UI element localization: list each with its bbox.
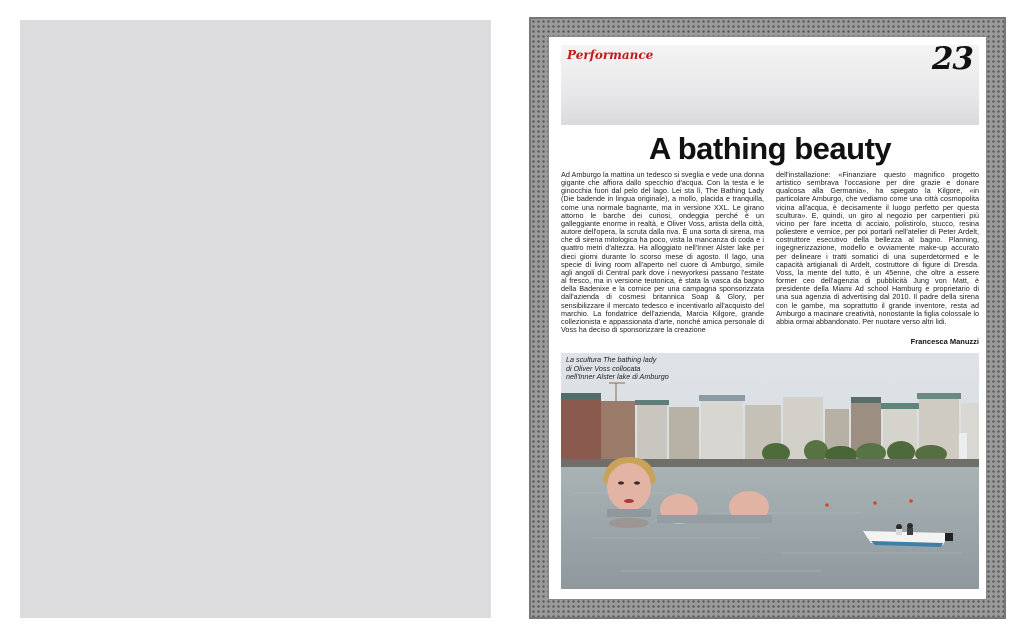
article-photo: [561, 353, 979, 589]
photo-caption: [566, 356, 686, 382]
article-title: A bathing beauty: [648, 131, 892, 166]
page-content-frame: [548, 36, 987, 600]
caption-line: di Oliver Voss collocata: [566, 363, 641, 373]
lake-scene-illustration: [561, 353, 979, 589]
magazine-page: [529, 17, 1006, 619]
article-body-left-column: Ad Amburgo la mattina un tedesco si sveglia e vede una donna gigante che affiora dallo specchio d'acqua. Con la testa e le ginocchia fuori dal pelo del lago. Lei sta lì, The Bathing Lady (Die badende in lingua originale), a mollo, placida e tranquilla, come una normale bagnante, ma in versione XXL. Le girano attorno le barche dei curiosi, ondeggia perché è un galleggiante enorme in realtà, e Oliver Voss, artista della città, autore dell'opera, la scruta dalla riva. È una sorta di sirena, ma che di sirena mitologica ha poco, vista la mancanza di coda e i quattro metri d'altezza. Ha alloggiato nell'Inner Alster lake per dieci giorni durante lo scorso mese di agosto. Il lago, una specie di living room all'aperto nel cuore di Amburgo, simile agli angoli di Central park dove i newyorkesi passano l'estate al fresco, ma in versione teutonica, è stata la vasca da bagno della Badenixe e la cornice per una campagna sponsorizzata dall'azienda di cosmesi britannica Soap & Glory, per sensibilizzare il mercato tedesco e incentivarlo all'acquisto del marchio. La fondatrice dell'azienda, Marcia Kilgore, grande collezionista e appassionata d'arte, nonché amica personale di Voss ha deciso di sponsorizzare la creazione: [561, 170, 764, 334]
article-body-right-column: dell'installazione: «Finanziare questo magnifico progetto artistico sembrava l'occasione per dire grazie e donare qualcosa alla Germania», ha spiegato la Kilgore, «in particolare Amburgo, che vediamo come una città cosmopolita vicina all'acqua, è decisamente il luogo perfetto per questa scultura». E, quindi, un giro al negozio per carpentieri più vicino per fare incetta di acciaio, polistirolo, stucco, resina poliestere e vernice, per poi portarli nell'atelier di Peter Ardelt, costruttore esecutivo della bellezza al bagno. Planning, ingegnerizzazione, modello e ovviamente make-up accurato per delineare i tratti somatici di una superdetormed e le capacità artigianali di Ardelt, costruttore di figure di Dresda. Voss, la mente del tutto, è un 45enne, che oltre a essere former ceo dell'agenzia di pubblicità Jung von Matt, è presidente della Miami Ad school Hamburg e proprietario di una sua agenzia di advertising dal 2010. Il padre della sirena con le gambe, ma soprattutto il grande inventore, resta ad Amburgo a macinare creatività, nonostante la figlia colossale lo abbia ormai abbandonato. Per nuotare verso altri lidi.: [776, 170, 979, 326]
section-label: Performance: [567, 48, 654, 62]
caption-line: nell'Inner Alster lake di Amburgo: [566, 372, 669, 382]
blank-left-page: [20, 20, 491, 618]
caption-line: La scultura The bathing lady: [566, 355, 657, 364]
page-number: 23: [931, 41, 973, 77]
byline: Francesca Manuzzi: [910, 337, 979, 346]
header-band: [561, 41, 979, 125]
